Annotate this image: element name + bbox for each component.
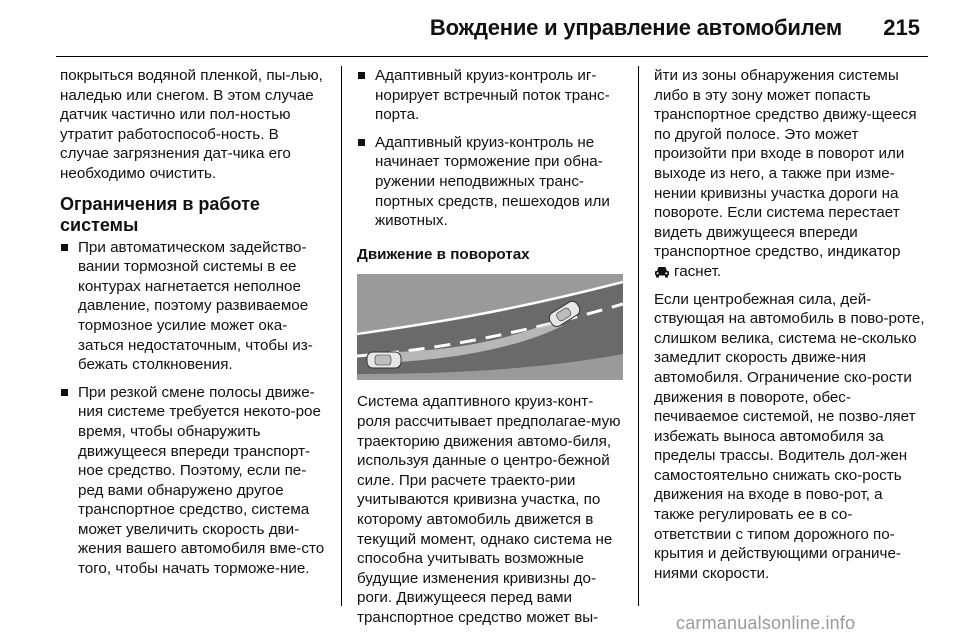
column-3	[654, 66, 926, 591]
own-car	[367, 352, 401, 368]
column-1	[60, 66, 330, 587]
page-header	[0, 0, 960, 56]
header-rule	[56, 56, 928, 57]
watermark: carmanualsonline.info	[676, 613, 856, 633]
column-divider	[638, 66, 639, 606]
section-heading: Ограничения в работе системы	[60, 193, 260, 235]
bullet-list	[357, 66, 625, 231]
list-item: Адаптивный круиз-контроль иг-норирует встречный поток транс-порта.	[357, 66, 625, 125]
vehicle-ahead-icon	[654, 265, 670, 278]
page-title: Вождение и управление автомобилем	[429, 15, 842, 40]
curve-driving-illustration	[357, 274, 623, 380]
paragraph-text: йти из зоны обнаружения системы либо в эту зону может попасть транспортное средство движу-щееся по другой полосе. Это может произойти при входе в поворот или выходе из него, а также при изме-нении кривизны участка дороги на повороте. Если система перестает видеть движущееся впереди транспортное средство, индикатор	[654, 67, 917, 261]
bullet-list	[60, 238, 330, 579]
paragraph: Система адаптивного круиз-конт-роля рассчитывает предполагае-мую траекторию движения автомо-биля, используя данные о центро-бежной силе. При расчете траекто-рии учитываются кривизна участка, по которому автомобиль движется в текущий момент, однако система не способна учитывать возможные будущие изменения кривизны до-роги. Движущееся перед вами транспортное средство может вы-	[357, 393, 621, 626]
subsection-heading: Движение в поворотах	[357, 245, 530, 263]
page-number: 215	[883, 15, 920, 40]
paragraph: Если центробежная сила, дей-ствующая на автомобиль в пово-роте, слишком велика, система не-сколько замедлит скорость движе-ния автомобиля. Ограничение ско-рости движения в повороте, обес-печиваемое системой, не позво-ляет избежать выноса автомобиля за пределы трассы. Водитель дол-жен самостоятельно снижать ско-рость движения на входе в пово-рот, а также регулировать ее в со-ответствии с типом дорожного по-крытия и действующими ограниче-ниями скорости.	[654, 290, 925, 582]
list-item: При автоматическом задейство-вании тормозной системы в ее контурах нагнетается неполное давление, поэтому развиваемое тормозное усилие может ока-заться недостаточным, чтобы из-бежать столкновения.	[60, 238, 330, 375]
column-divider	[341, 66, 342, 606]
paragraph: покрыться водяной пленкой, пы-лью, наледью или снегом. В этом случае датчик частично или пол-ностью утратит работоспособ-ность. В случае загрязнения дат-чика его необходимо очистить.	[60, 67, 323, 182]
paragraph-text: гаснет.	[674, 262, 722, 280]
list-item: При резкой смене полосы движе-ния системе требуется некото-рое время, чтобы обнаружить движущееся впереди транспорт-ное средство. Поэтому, если пе-ред вами обнаружено другое транспортное средство, система может увеличить скорость дви-жения вашего автомобиля вме-сто того, чтобы начать торможе-ние.	[60, 383, 330, 579]
paragraph	[654, 66, 926, 282]
column-2	[357, 66, 625, 635]
list-item: Адаптивный круиз-контроль не начинает торможение при обна-ружении неподвижных транс-портных средств, пешеходов или животных.	[357, 133, 625, 231]
